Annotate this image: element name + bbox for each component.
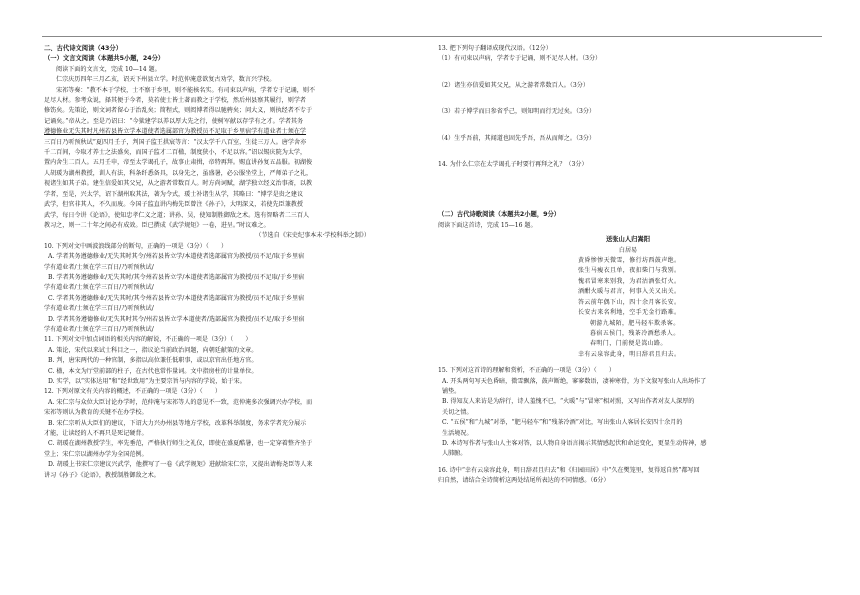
option-c: C. 胡瑗在湖州教授学生，率先垂范，严格执行师生之礼仪，即使在盛夏酷暑，也一定穿着整齐坐于 — [48, 440, 313, 448]
question-stem: 12. 下列对原文有关内容的概述，不正确的一项是（3分）（ ） — [44, 388, 221, 396]
option-d-cont: 人肺腑。 — [442, 450, 467, 458]
option-d: D. 本诗写作者与张山人主客对答，以人物自身语言揭示其情感起伏和命运变化，更显生动传神，感 — [442, 439, 707, 447]
passage-line: 视诸生如其子弟。建生信爱如其父兄，从之游者常数百人。时方尚词赋，湖学独立经义治事斋，以教 — [44, 180, 313, 188]
left-column — [44, 44, 410, 481]
passage-line: 仁宗庆历四年三月乙亥，诏天下州县立学。时范仲淹意欲复古劝学，数言兴学校。 — [56, 76, 276, 84]
option-d: D. 实学，以“实体达用”和“经世致用”为主要宗旨与内容的学说，始于宋。 — [48, 378, 246, 385]
poem-line: 黄昏惨惨天微雪，修行坊西鼓声绝。 — [578, 257, 681, 265]
option-a: A. 宋仁宗与众位大臣讨论办学时，范仲淹与宋祁等人的意见不一致，范仲淹多次强调兴办学校，而 — [48, 398, 313, 406]
passage-line: 足尽人材。参考众说，择其便于今者，莫若使士皆土著而教之于学校，然后州县察其履行，则学者 — [44, 97, 307, 105]
subsection-title-poetry: （二）古代诗歌阅读（本题共2小题，9分） — [438, 211, 561, 219]
question-14-stem: 14. 为什么仁宗在太学谒孔子时要行再拜之礼？（3分） — [438, 161, 588, 169]
q13-item-3: （3）若子博学而日参省乎己，则知明而行无过矣。（3分） — [438, 108, 596, 116]
question-16-cont: 归自然，请结合全诗简析这两处结尾所表达的不同情感。（6分） — [438, 477, 610, 485]
poem-line: 答云前年偶下山，四十余月客长安。 — [578, 298, 681, 306]
option-d: D. 学者其务遵德修业/无失其时其令/州若县皆立学本道使者/选部属官为教授/员不足/取于乡里宿 — [48, 315, 305, 323]
option-a-cont: 宋祁等则认为教育的关键不在办学校。 — [44, 409, 148, 417]
poem-line: 春明门，门前便是嵩山路。 — [590, 340, 667, 348]
passage-line: 宋祁等奏：“教不本于学校，士不察于乡里，则不能核名实。有司束以声病，学者专于记诵，则不 — [56, 86, 316, 94]
poem-line: 愧君冒寒来别我，为君沽酒张灯火。 — [578, 277, 681, 285]
poem-title: 送张山人归嵩阳 — [605, 236, 651, 244]
question-13-stem: 13. 把下列句子翻译成现代汉语。（12分） — [438, 45, 552, 52]
answer-space — [438, 65, 818, 81]
option-b-cont: 学有道业者/士须在学三百日/乃听预秋试/ — [44, 284, 154, 292]
question-stem: 11. 下列对文中加点词语的相关内容的解说，不正确的一项是（3分）（ ） — [44, 336, 252, 344]
option-d: D. 胡瑗上书宋仁宗建议兴武学，他撰写了一卷《武学规矩》进献给宋仁宗，又提出请梅尧臣等人来 — [48, 461, 313, 469]
question-stem: 10. 下列对文中画波浪线部分的断句，正确的一项是（3分）（ ） — [44, 242, 228, 250]
q13-item-4: （4）生乎吾前，其闻道也固先乎吾，吾从而师之。（3分） — [438, 134, 596, 142]
passage-line: 教习之，则一二十年之间必有成效。臣已撰成《武学规矩》一卷，进呈。”时议难之。 — [44, 221, 270, 229]
reading-instruction: 阅读下面的文言文，完成 10—14 题。 — [56, 65, 161, 73]
option-c: C. 学者其务遵德修业/无失其时/其令州若县皆立学/本道使者选部属官为教授/员不足/取于乡里宿 — [48, 294, 305, 302]
subsection-title-classical-prose: （一）文言文阅读（本题共5小题，24分） — [44, 55, 165, 63]
question-12 — [44, 387, 410, 481]
option-c-cont: 堂上；宋仁宗以湖州办学为全国范例。 — [44, 450, 148, 458]
poem-line: 朝游九城陌，肥马轻车欺杀客。 — [590, 319, 680, 327]
option-a-cont: 学有道业者/士须在学三百日/乃听预秋试/ — [44, 263, 154, 271]
option-b: B. 判，唐宋两代的一种官制，多指以高位兼任低职事，或以京官出任地方官。 — [48, 357, 258, 365]
question-16-stem: 16. 诗中“幸有云泉容此身，明日辞君且归去”和《归园田居》中“久在樊笼里，复得返自然”都写回 — [438, 466, 700, 474]
passage-line: 学者，至是，兴太学，诏下湖州取其法，著为令式，瑗士补诸生从学，其略曰：“博学是贵之建议 — [44, 190, 304, 198]
section-title: 二、古代诗文阅读（43分） — [44, 45, 123, 52]
poem-line: 幸有云泉容此身，明日辞君且归去。 — [578, 350, 681, 358]
passage-line: 千二百间，今取才养士之法盛矣，而国子监才二百楹，制度狭小，不足以容。”诏以锡庆院为太学， — [44, 149, 307, 157]
q13-item-2: （2）诸生亦信爱如其父兄，从之游者常数百人。（3分） — [438, 81, 589, 89]
option-c-cont: 生活境况。 — [442, 429, 473, 437]
option-a: A. 策论，宋代以来试士科目之一，指议论当前政治问题，向朝廷献策的文章。 — [48, 346, 258, 354]
option-b: B. 学者其务遵德修业/无失其时/其令州若县皆立学/本道使者选部属官为教授/员不足取/于乡里宿 — [48, 273, 305, 281]
poem-author: 白居易 — [618, 246, 638, 254]
option-c-cont: 学有道业者/士须在学三百日/乃听预秋试/ — [44, 305, 154, 313]
option-b-cont: 才能，让读经的人不再只是死记硬背。 — [44, 430, 148, 438]
question-11 — [44, 335, 410, 387]
question-15-stem: 15. 下列对这首诗的理解和赏析，不正确的一项是（3分）（ ） — [438, 367, 615, 375]
option-a-cont: 铺垫。 — [442, 387, 461, 395]
poem-line: 张生马瘦衣且单，夜扣柴门与我别。 — [578, 267, 681, 275]
answer-space — [438, 144, 818, 160]
answer-space — [438, 190, 818, 210]
right-column — [438, 44, 818, 487]
passage-line: 置内舍生二百人。五月壬申，帝至太学谒孔子，故事止肃揖，帝特再拜。赐直讲孙复五品服。初湖俊 — [44, 159, 313, 167]
prose-passage — [44, 75, 410, 231]
question-10 — [44, 242, 410, 336]
header-rule — [42, 36, 822, 37]
poem-line: 酒酣火暖与君言，何事入关又出关。 — [578, 288, 681, 296]
poem-line: 长安古来名利地，空手无金行路难。 — [578, 309, 681, 317]
option-b: B. 宋仁宗听从大臣们的建议，下诏大力兴办州县等地方学校，改革科举制度，务求学者充分展示 — [48, 419, 307, 427]
poetry-instruction: 阅读下面这首诗，完成 15—16 题。 — [438, 221, 537, 229]
answer-space — [438, 118, 818, 134]
poem-body — [438, 256, 818, 360]
passage-line: 记诵矣。”帝从之。至是乃诏曰：“今狱建学以养以厚大先之行，使树军献以存学有之才。学者其务 — [44, 117, 304, 125]
option-a: A. 开头两句写天色昏暗，微雪飘落，鼓声断绝，寥寥数语，凄神寒骨，为下文叙写张山人出场作了 — [442, 377, 707, 385]
passage-line: 修饬矣。先策论，则文词者留心于治乱矣；简程式，则闳博者得以驰骋矣；问大义，则执经者不专于 — [44, 107, 313, 115]
passage-line: 人胡瑗为湖州教授，训人有法，科条纤悉备具，以身先之，虽盛暑，必公服坐堂上，严师弟子之礼， — [44, 169, 313, 177]
passage-line: 三百日乃听预秋试”夏四月壬子，判国子监王拱宸等言：“汉太学千八百室，生徒三万人。唐学舍亦 — [44, 138, 307, 146]
option-b-cont: 关切之情。 — [442, 408, 473, 416]
passage-line: 武学，每日令讲《论语》，使知忠孝仁义之道；讲孙、吴，使知制胜御敌之术。选有智略者二三百人 — [44, 211, 310, 219]
option-d-cont: 学有道业者/士须在学三百日/乃听预秋试/ — [44, 325, 154, 333]
q13-item-1: （1）有司束以声病，学者专于记诵，则不足尽人材。（3分） — [438, 55, 602, 63]
poem-line: 暮宿五侯门，残茶冷酒愁杀人。 — [590, 329, 680, 337]
answer-space — [438, 91, 818, 107]
passage-line-wavy: 遵德修业无失其时凡州若县皆立学本道使者选属部官为教授员不足取于乡里宿学有道业者士须在学 — [44, 128, 307, 136]
option-c: C. “五侯”和“九城”对举，“肥马轻车”和“残茶冷酒”对比，写出张山人客居长安四十余月的 — [442, 419, 683, 427]
passage-line: 武学，但官非其人，不久而废。今国子监直讲内梅先臣曾注《孙子》，大明深义，若使先臣兼教授 — [44, 201, 303, 209]
answer-space — [438, 170, 818, 190]
passage-source: （节选自《宋史纪事本末·学校科举之制》） — [255, 232, 370, 240]
option-d-cont: 讲习《孙子》《论语》，教授制胜御敌之术。 — [44, 471, 160, 479]
option-b: B. 得知友人来访是为辞行，诗人羞愧不已，“火暖”与“冒寒”相对照，又写出作者对友人深厚的 — [442, 398, 695, 406]
option-a: A. 学者其务遵德修业/无失其时其令/州若县皆立学/本道使者选部属官为教授/员不足/取于乡里宿 — [48, 253, 305, 261]
option-c: C. 楹，本文为厅堂前部的柱子，在古代也常作量词。文中指房柱的计量单位。 — [48, 367, 258, 375]
